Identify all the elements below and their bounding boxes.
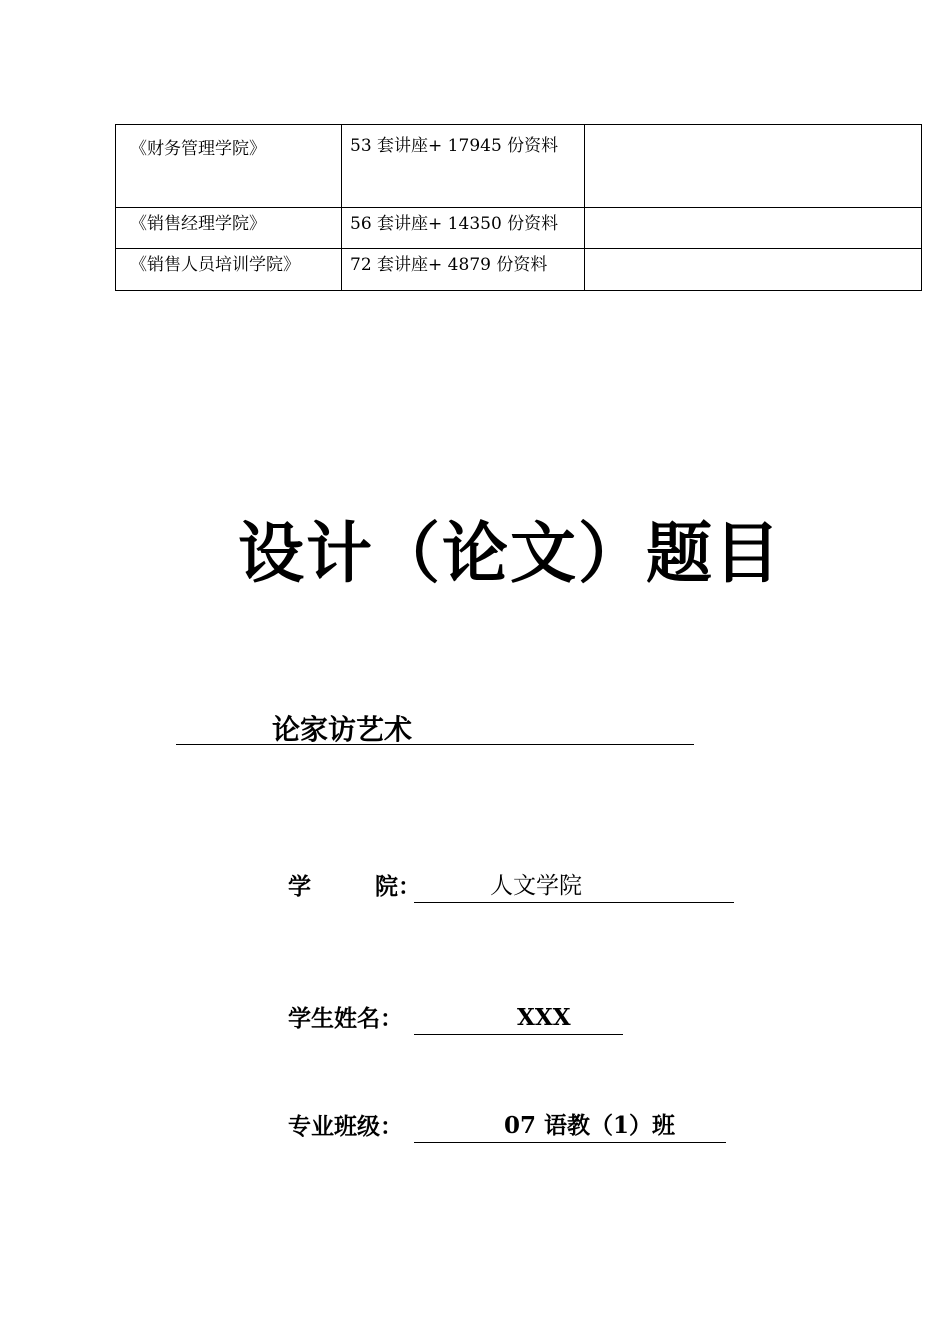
- field-label: 学生姓名：: [288, 1006, 403, 1032]
- field-underline: [414, 1110, 726, 1143]
- table-cell-name: 《财务管理学院》: [116, 125, 342, 208]
- field-value: XXX: [517, 1004, 571, 1031]
- field-underline: [414, 870, 734, 903]
- field-value: 人文学院: [490, 873, 582, 899]
- table-row: [116, 125, 922, 208]
- field-label: 专业班级：: [288, 1114, 403, 1140]
- table-cell-name: 《销售人员培训学院》: [116, 249, 342, 291]
- field-underline: [414, 1002, 623, 1035]
- field-value: 07 语教（1）班: [504, 1112, 676, 1139]
- table-cell-note: [585, 249, 922, 291]
- field-label: 学 院：: [288, 874, 422, 900]
- table-cell-name: 《销售经理学院》: [116, 208, 342, 249]
- topic-underline: [176, 704, 694, 745]
- table-cell-note: [585, 125, 922, 208]
- thesis-topic: 论家访艺术: [272, 713, 413, 746]
- table-cell-count: 53 套讲座+ 17945 份资料: [342, 125, 585, 208]
- table-cell-count: 56 套讲座+ 14350 份资料: [342, 208, 585, 249]
- resource-table: [115, 124, 922, 291]
- page-title: 设计（论文）题目: [238, 515, 782, 592]
- table-row: [116, 249, 922, 291]
- table-cell-note: [585, 208, 922, 249]
- table-row: [116, 208, 922, 249]
- table-cell-count: 72 套讲座+ 4879 份资料: [342, 249, 585, 291]
